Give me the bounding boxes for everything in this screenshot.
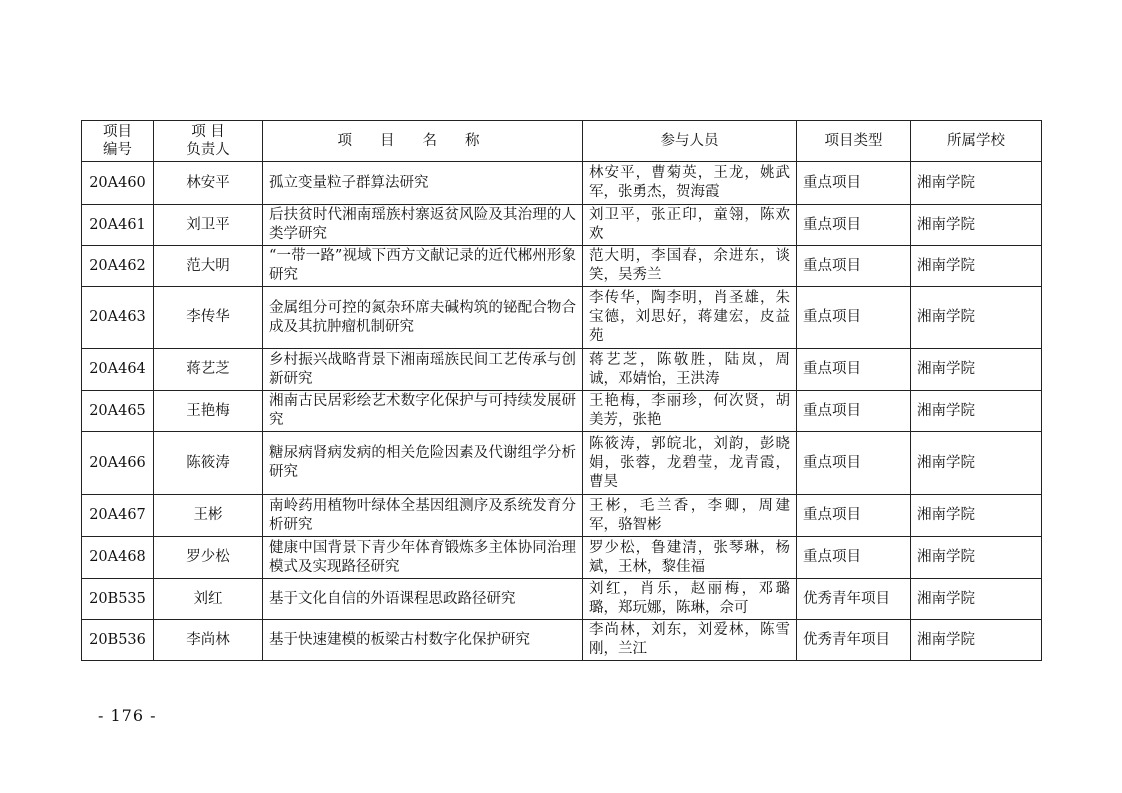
members-cell: 李尚林，刘东，刘爱林，陈雪刚，兰江: [583, 620, 797, 661]
table-row: [82, 162, 1042, 205]
project-leader-cell: 刘卫平: [154, 205, 263, 246]
project-leader-cell: 李尚林: [154, 620, 263, 661]
table-row: [82, 495, 1042, 537]
project-name-cell: 湘南古民居彩绘艺术数字化保护与可持续发展研究: [263, 391, 583, 432]
members-cell: 林安平，曹菊英，王龙，姚武军，张勇杰，贺海霞: [583, 162, 797, 205]
table-row: [82, 391, 1042, 432]
school-cell: 湘南学院: [911, 579, 1042, 620]
project-id-cell: 20A467: [82, 495, 154, 537]
project-name-cell: 孤立变量粒子群算法研究: [263, 162, 583, 205]
project-name-cell: “一带一路”视域下西方文献记录的近代郴州形象研究: [263, 246, 583, 287]
project-leader-cell: 李传华: [154, 287, 263, 349]
school-cell: 湘南学院: [911, 287, 1042, 349]
project-leader-cell: 王彬: [154, 495, 263, 537]
table-row: [82, 579, 1042, 620]
school-cell: 湘南学院: [911, 162, 1042, 205]
school-cell: 湘南学院: [911, 537, 1042, 579]
school-cell: 湘南学院: [911, 349, 1042, 391]
members-cell: 刘卫平，张正印，童翎，陈欢欢: [583, 205, 797, 246]
project-name-cell: 基于快速建模的板梁古村数字化保护研究: [263, 620, 583, 661]
header-project-id: 项目 编号: [82, 121, 154, 162]
school-cell: 湘南学院: [911, 246, 1042, 287]
school-cell: 湘南学院: [911, 432, 1042, 495]
project-type-cell: 重点项目: [797, 537, 911, 579]
table-row: [82, 246, 1042, 287]
header-project-leader: 项 目 负责人: [154, 121, 263, 162]
table-row: [82, 287, 1042, 349]
project-name-cell: 金属组分可控的氮杂环席夫碱构筑的铋配合物合成及其抗肿瘤机制研究: [263, 287, 583, 349]
table-row: [82, 349, 1042, 391]
project-name-cell: 基于文化自信的外语课程思政路径研究: [263, 579, 583, 620]
project-id-cell: 20A464: [82, 349, 154, 391]
project-type-cell: 重点项目: [797, 391, 911, 432]
project-id-cell: 20A461: [82, 205, 154, 246]
project-type-cell: 重点项目: [797, 205, 911, 246]
project-id-cell: 20A468: [82, 537, 154, 579]
project-name-cell: 糖尿病肾病发病的相关危险因素及代谢组学分析研究: [263, 432, 583, 495]
table-row: [82, 620, 1042, 661]
project-leader-cell: 林安平: [154, 162, 263, 205]
header-project-name: 项目名称: [263, 121, 583, 162]
header-project-type: 项目类型: [797, 121, 911, 162]
members-cell: 王彬，毛兰香，李卿，周建军，骆智彬: [583, 495, 797, 537]
members-cell: 蒋艺芝，陈敬胜，陆岚，周诚，邓婧怡，王洪涛: [583, 349, 797, 391]
table-row: [82, 205, 1042, 246]
project-type-cell: 优秀青年项目: [797, 620, 911, 661]
project-id-cell: 20B536: [82, 620, 154, 661]
table-header-row: [82, 121, 1042, 162]
header-school: 所属学校: [911, 121, 1042, 162]
project-id-cell: 20B535: [82, 579, 154, 620]
project-leader-cell: 刘红: [154, 579, 263, 620]
page-number: - 176 -: [98, 706, 157, 725]
members-cell: 李传华，陶李明，肖圣雄，朱宝德，刘思好，蒋建宏，皮益苑: [583, 287, 797, 349]
project-type-cell: 重点项目: [797, 162, 911, 205]
table-row: [82, 537, 1042, 579]
project-leader-cell: 陈筱涛: [154, 432, 263, 495]
project-id-cell: 20A465: [82, 391, 154, 432]
project-type-cell: 重点项目: [797, 246, 911, 287]
project-type-cell: 重点项目: [797, 432, 911, 495]
school-cell: 湘南学院: [911, 391, 1042, 432]
project-name-cell: 南岭药用植物叶绿体全基因组测序及系统发育分析研究: [263, 495, 583, 537]
project-name-cell: 后扶贫时代湘南瑶族村寨返贫风险及其治理的人类学研究: [263, 205, 583, 246]
members-cell: 王艳梅，李丽珍，何次贤，胡美芳，张艳: [583, 391, 797, 432]
project-type-cell: 优秀青年项目: [797, 579, 911, 620]
school-cell: 湘南学院: [911, 495, 1042, 537]
project-id-cell: 20A466: [82, 432, 154, 495]
members-cell: 刘红，肖乐，赵丽梅，邓璐璐，郑玩娜，陈琳，佘可: [583, 579, 797, 620]
members-cell: 范大明，李国春，余进东，谈笑，吴秀兰: [583, 246, 797, 287]
school-cell: 湘南学院: [911, 620, 1042, 661]
project-id-cell: 20A462: [82, 246, 154, 287]
project-leader-cell: 王艳梅: [154, 391, 263, 432]
project-id-cell: 20A460: [82, 162, 154, 205]
members-cell: 陈筱涛，郭皖北，刘韵，彭晓娟，张蓉，龙碧莹，龙青霞，曹昊: [583, 432, 797, 495]
project-name-cell: 乡村振兴战略背景下湘南瑶族民间工艺传承与创新研究: [263, 349, 583, 391]
project-leader-cell: 范大明: [154, 246, 263, 287]
table-row: [82, 432, 1042, 495]
project-table: [81, 120, 1042, 661]
header-members: 参与人员: [583, 121, 797, 162]
members-cell: 罗少松，鲁建清，张琴琳，杨斌，王林，黎佳福: [583, 537, 797, 579]
project-type-cell: 重点项目: [797, 349, 911, 391]
project-leader-cell: 蒋艺芝: [154, 349, 263, 391]
school-cell: 湘南学院: [911, 205, 1042, 246]
project-id-cell: 20A463: [82, 287, 154, 349]
project-type-cell: 重点项目: [797, 287, 911, 349]
project-name-cell: 健康中国背景下青少年体育锻炼多主体协同治理模式及实现路径研究: [263, 537, 583, 579]
project-leader-cell: 罗少松: [154, 537, 263, 579]
project-type-cell: 重点项目: [797, 495, 911, 537]
